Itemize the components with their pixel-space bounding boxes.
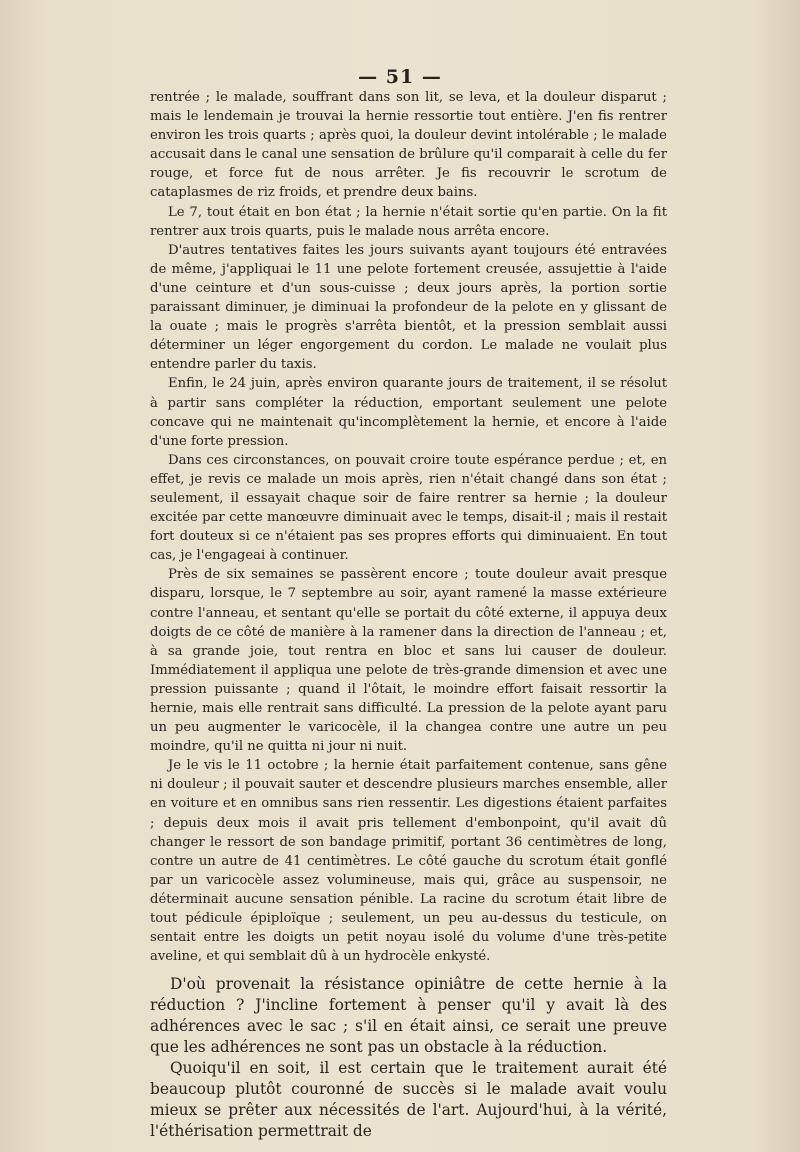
- paragraph: D'où provenait la résistance opiniâtre de cette hernie à la réduction ? J'incline fortement à penser qu'il y avait là des adhérences avec le sac ; s'il en était ainsi, ce serait une preuve que les adhérences ne sont pas un obstacle à la réduction.: [150, 975, 667, 1057]
- paragraph: Le 7, tout était en bon état ; la hernie n'était sortie qu'en partie. On la fit rentrer aux trois quarts, puis le malade nous arrêta encore.: [150, 204, 667, 239]
- commentary-text: [150, 974, 667, 1141]
- paragraph: Dans ces circonstances, on pouvait croire toute espérance perdue ; et, en effet, je revis ce malade un mois après, rien n'était changé dans son état ; seulement, il essayait chaque soir de faire rentrer sa hernie ; la douleur excitée par cette manœuvre diminuait avec le temps, disait-il ; mais il restait fort douteux si ce n'étaient pas ses propres efforts qui diminuaient. En tout cas, je l'engageai à continuer.: [150, 452, 667, 564]
- page-number: — 51 —: [358, 66, 442, 88]
- paragraph: D'autres tentatives faites les jours suivants ayant toujours été entravées de même, j'appliquai le 11 une pelote fortement creusée, assujettie à l'aide d'une ceinture et d'un sous-cuisse ; deux jours après, la portion sortie paraissant diminuer, je diminuai la profondeur de la pelote en y glissant de la ouate ; mais le progrès s'arrêta bientôt, et la pression semblait aussi déterminer un léger engorgement du cordon. Le malade ne voulait plus entendre parler du taxis.: [150, 242, 667, 373]
- paragraph: Près de six semaines se passèrent encore ; toute douleur avait presque disparu, lorsque, le 7 septembre au soir, ayant ramené la masse extérieure contre l'anneau, et sentant qu'elle se portait du côté externe, il appuya deux doigts de ce côté de manière à la ramener dans la direction de l'anneau ; et, à sa grande joie, tout rentra en bloc et sans lui causer de douleur. Immédiatement il appliqua une pelote de très-grande dimension et avec une pression puissante ; quand il l'ôtait, le moindre effort faisait ressortir la hernie, mais elle rentrait sans difficulté. La pression de la pelote ayant paru un peu augmenter le varicocèle, il la changea contre une autre un peu moindre, qu'il ne quitta ni jour ni nuit.: [150, 567, 667, 755]
- page-body: [150, 88, 667, 1142]
- paragraph: Quoiqu'il en soit, il est certain que le traitement aurait été beaucoup plutôt couronné de succès si le malade avait voulu mieux se prêter aux nécessités de l'art. Aujourd'hui, à la vérité, l'éthérisation permettrait de: [150, 1058, 667, 1140]
- paragraph: Enfin, le 24 juin, après environ quarante jours de traitement, il se résolut à partir sans compléter la réduction, emportant seulement une pelote concave qui ne maintenait qu'incomplètement la hernie, et encore à l'aide d'une forte pression.: [150, 376, 667, 449]
- paragraph: Je le vis le 11 octobre ; la hernie était parfaitement contenue, sans gêne ni douleur ; il pouvait sauter et descendre plusieurs marches ensemble, aller en voiture et en omnibus sans rien ressentir. Les digestions étaient parfaites ; depuis deux mois il avait pris tellement d'embonpoint, qu'il avait dû changer le ressort de son bandage primitif, portant 36 centimètres de long, contre un autre de 41 centimètres. Le côté gauche du scrotum était gonflé par un varicocèle assez volumineuse, mais qui, grâce au suspensoir, ne déterminait aucune sensation pénible. La racine du scrotum était libre de tout pédicule épiploïque ; seulement, un peu au-dessus du testicule, on sentait entre les doigts un petit noyau isolé du volume d'une très-petite aveline, et qui semblait dû à un hydrocèle enkysté.: [150, 758, 667, 965]
- case-report-text: [150, 88, 667, 966]
- paragraph-continued: rentrée ; le malade, souffrant dans son lit, se leva, et la douleur disparut ; mais le lendemain je trouvai la hernie ressortie tout entière. J'en fis rentrer environ les trois quarts ; après quoi, la douleur devint intolérable ; le malade accusait dans le canal une sensation de brûlure qu'il comparait à celle du fer rouge, et force fut de nous arrêter. Je fis recouvrir le scrotum de cataplasmes de riz froids, et prendre deux bains.: [150, 90, 667, 201]
